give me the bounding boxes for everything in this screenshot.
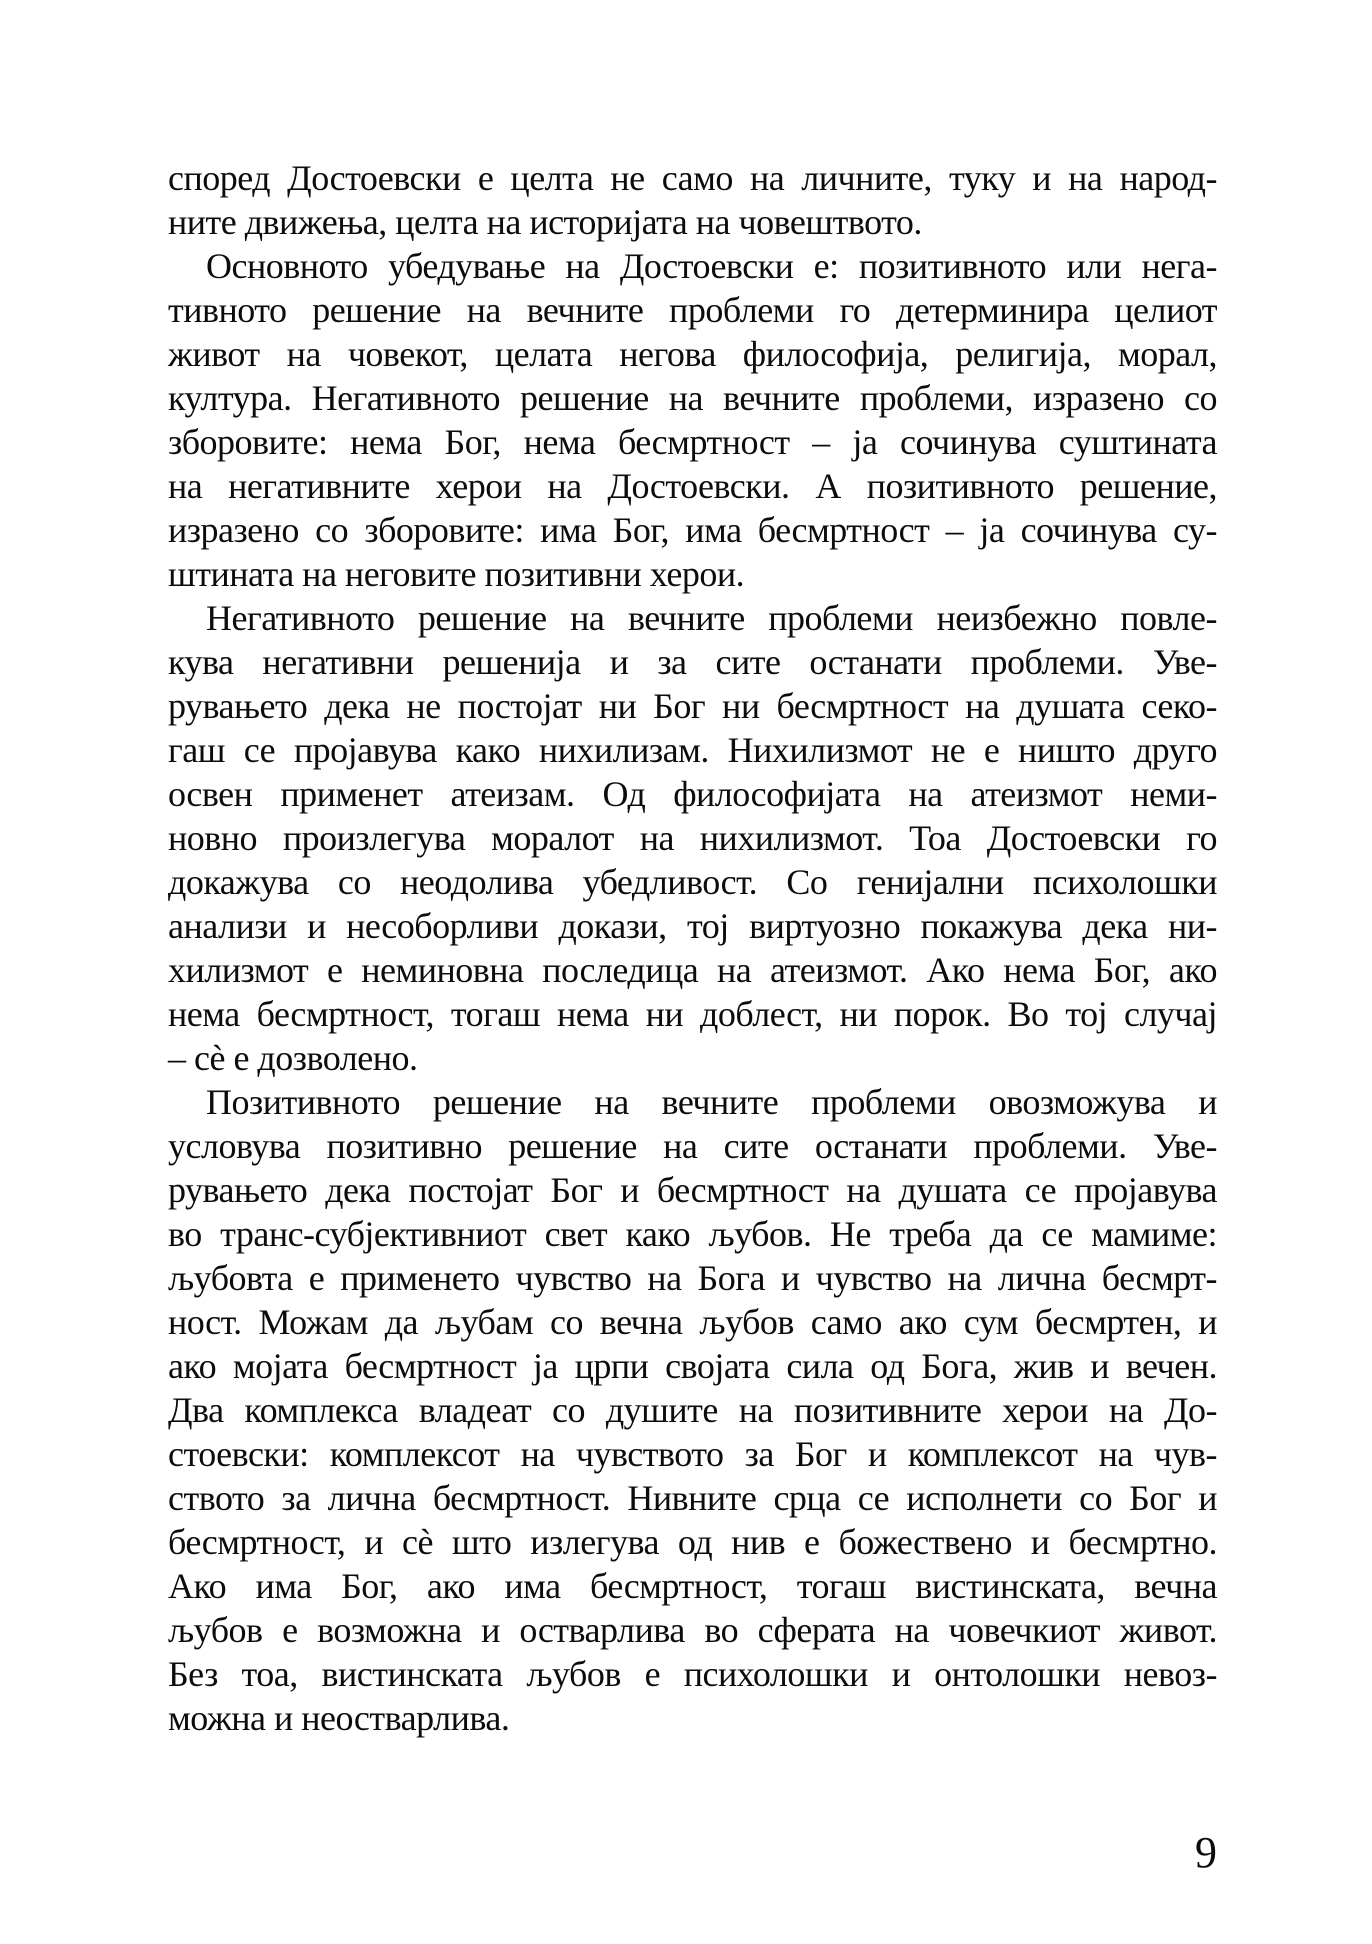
text-line: нема бесмртност, тогаш нема ни доблест, ни порок. Во тој случај <box>168 994 1217 1034</box>
paragraph <box>168 244 1217 596</box>
page-number: 9 <box>1195 1828 1217 1877</box>
text-line: хилизмот е неминовна последица на атеизмот. Ако нема Бог, ако <box>168 950 1217 990</box>
text-line: стоевски: комплексот на чувството за Бог и комплексот на чув- <box>168 1434 1217 1474</box>
text-line: новно произлегува моралот на нихилизмот. Тоа Достоевски го <box>168 818 1217 858</box>
text-line: ните движења, целта на историјата на човештвото. <box>168 202 922 242</box>
text-line: освен применет атеизам. Од философијата на атеизмот неми- <box>168 774 1217 814</box>
text-line: на негативните херои на Достоевски. А позитивното решение, <box>168 466 1217 506</box>
text-line: во транс-субјективниот свет како љубов. Не треба да се мамиме: <box>168 1214 1217 1254</box>
text-block <box>168 156 1217 1740</box>
text-line: докажува со неодолива убедливост. Со генијални психолошки <box>168 862 1217 902</box>
text-line: Негативното решение на вечните проблеми неизбежно повле- <box>206 598 1217 638</box>
text-line: тивното решение на вечните проблеми го детерминира целиот <box>168 290 1217 330</box>
text-line: бесмртност, и сè што излегува од нив е божествено и бесмртно. <box>168 1522 1217 1562</box>
text-line: Основното убедување на Достоевски е: позитивното или нега- <box>206 246 1217 286</box>
text-line: љубов е возможна и остварлива во сферата на човечкиот живот. <box>168 1610 1217 1650</box>
text-line: живот на човекот, целата негова философија, религија, морал, <box>168 334 1217 374</box>
paragraph <box>168 596 1217 1080</box>
text-line: ност. Можам да љубам со вечна љубов само ако сум бесмртен, и <box>168 1302 1217 1342</box>
text-line: ството за лична бесмртност. Нивните срца се исполнети со Бог и <box>168 1478 1217 1518</box>
text-line: – сè е дозволено. <box>168 1038 418 1078</box>
text-line: кува негативни решенија и за сите останати проблеми. Уве- <box>168 642 1217 682</box>
text-line: гаш се пројавува како нихилизам. Нихилизмот не е ништо друго <box>168 730 1217 770</box>
text-line: зборовите: нема Бог, нема бесмртност – ја сочинува суштината <box>168 422 1217 462</box>
text-line: според Достоевски е целта не само на личните, туку и на народ- <box>168 158 1217 198</box>
text-line: Без тоа, вистинската љубов е психолошки и онтолошки невоз- <box>168 1654 1217 1694</box>
text-line: култура. Негативното решение на вечните проблеми, изразено со <box>168 378 1217 418</box>
text-line: Позитивното решение на вечните проблеми овозможува и <box>206 1082 1217 1122</box>
text-line: штината на неговите позитивни херои. <box>168 554 745 594</box>
text-line: условува позитивно решение на сите останати проблеми. Уве- <box>168 1126 1217 1166</box>
text-line: можна и неостварлива. <box>168 1698 510 1738</box>
text-line: рувањето дека не постојат ни Бог ни бесмртност на душата секо- <box>168 686 1217 726</box>
paragraph <box>168 1080 1217 1740</box>
paragraph <box>168 156 1217 244</box>
text-line: анализи и несоборливи докази, тој виртуозно покажува дека ни- <box>168 906 1217 946</box>
text-line: рувањето дека постојат Бог и бесмртност на душата се пројавува <box>168 1170 1217 1210</box>
text-line: Ако има Бог, ако има бесмртност, тогаш вистинската, вечна <box>168 1566 1217 1606</box>
text-line: ако мојата бесмртност ја црпи својата сила од Бога, жив и вечен. <box>168 1346 1217 1386</box>
text-line: љубовта е применето чувство на Бога и чувство на лична бесмрт- <box>168 1258 1217 1298</box>
text-line: Два комплекса владеат со душите на позитивните херои на До- <box>168 1390 1217 1430</box>
text-line: изразено со зборовите: има Бог, има бесмртност – ја сочинува су- <box>168 510 1217 550</box>
